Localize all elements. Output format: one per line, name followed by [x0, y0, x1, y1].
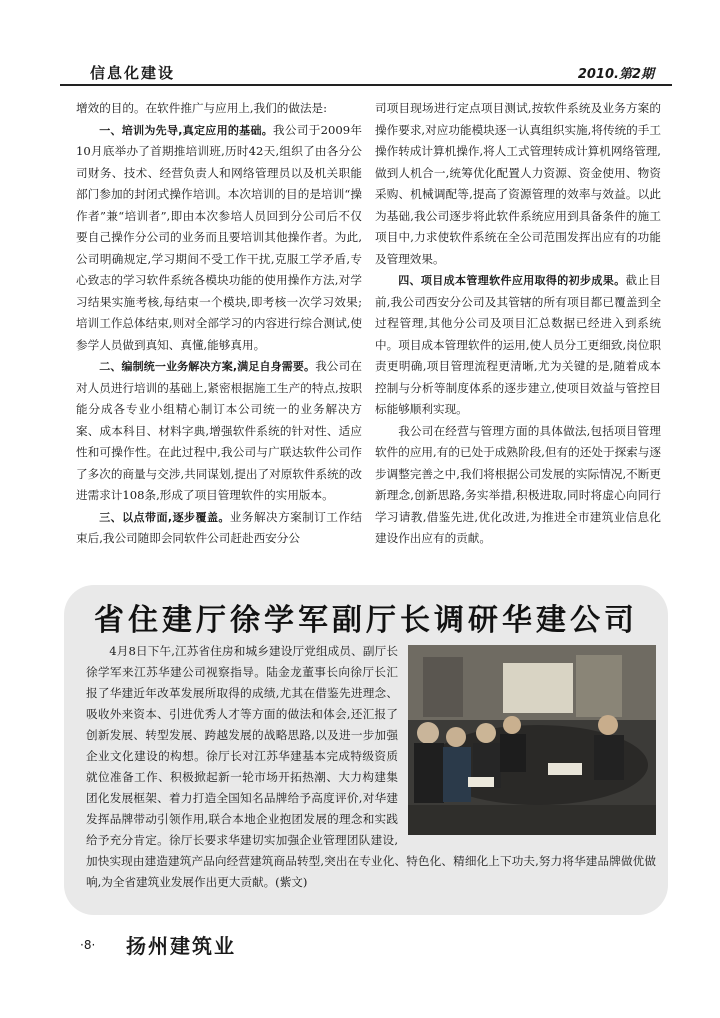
paragraph	[76, 507, 362, 550]
paragraph	[76, 98, 362, 120]
section-title: 信息化建设	[90, 64, 176, 82]
page-number: ·8·	[80, 938, 96, 952]
paragraph	[375, 421, 661, 550]
news-body-wrap	[86, 641, 656, 893]
news-title: 省住建厅徐学军副厅长调研华建公司	[94, 603, 638, 638]
magazine-logo: 扬州建筑业	[126, 934, 236, 958]
paragraph-heading: 四、项目成本管理软件应用取得的初步成果。	[398, 274, 626, 287]
paragraph-text: 业务解决方案制订工作结束后,我公司随即会同软件公司赶赴西安分公	[76, 509, 362, 545]
paragraph-text: 增效的目的。在软件推广与应用上,我们的做法是:	[76, 101, 328, 115]
paragraph-heading: 二、编制统一业务解决方案,满足自身需要。	[99, 360, 316, 373]
paragraph-text: 我公司在对人员进行培训的基础上,紧密根据施工生产的特点,按职能分成各专业小组精心制订本公司统一的业务解决方案、成本科目、材料字典,增强软件系统的针对性、适应性和可操作性。在此过程中,我公司与广联达软件公司作了多次的商量与交涉,共同谋划,提出了对原软件系统的改进需求计108条,形成了项目管理软件的实用版本。	[76, 359, 362, 502]
meeting-photo-illustration	[408, 645, 656, 835]
paragraph-heading: 三、以点带面,逐步覆盖。	[99, 510, 230, 524]
paragraph-text: 我公司于2009年10月底举办了首期推培训班,历时42天,组织了由各分公司财务、技术、经营负责人和网络管理员以及机关职能部门参加的封闭式操作培训。本次培训的目的是培训“操作者”兼“培训者”,即由本次参培人员回到分公司后不仅要自己操作分公司的业务而且要培训其他操作者。为此,公司明确规定,学习期间不受工作干扰,克服工学矛盾,专心致志的学习软件系统各模块功能的使用操作方法,对学习结果实施考核,每结束一个模块,即考核一次学习效果;培训工作总体结束,则对全部学习的内容进行综合测试,使参学人员做到真知、真懂,能够真用。	[76, 122, 362, 352]
news-photo	[408, 645, 656, 835]
header-divider	[60, 84, 672, 86]
paragraph-text: 司项目现场进行定点项目测试,按软件系统及业务方案的操作要求,对应功能模块逐一认真组织实施,将传统的手工操作转成计算机操作,将人工式管理转成计算机网络管理,做到人机合一,统筹优化配置人力资源、资金使用、物资采购、机械调配等,提高了资源管理的效率与效益。以此为基础,我公司逐步将此软件系统应用到具备条件的施工项目中,力求使软件系统在全公司范围发挥出应有的功能及管理效果。	[375, 101, 661, 266]
issue-number: 2010.第2期	[577, 67, 654, 82]
paragraph-text: 我公司在经营与管理方面的具体做法,包括项目管理软件的应用,有的已处于成熟阶段,但有的还处于探索与逐步调整完善之中,我们将根据公司发展的实际情况,不断更新理念,创新思路,务实举措,积极进取,同时将虚心向同行学习请教,借鉴先进,优化改进,为推进全市建筑业信息化建设作出应有的贡献。	[375, 423, 661, 545]
paragraph-heading: 一、培训为先导,真定应用的基础。	[99, 123, 274, 137]
paragraph	[375, 270, 661, 421]
paragraph	[375, 98, 661, 270]
article-left-column	[76, 98, 362, 550]
paragraph	[76, 120, 362, 357]
article-right-column	[375, 98, 661, 550]
paragraph	[76, 356, 362, 507]
paragraph-text: 截止目前,我公司西安分公司及其管辖的所有项目都已覆盖到全过程管理,其他分公司及项目汇总数据已经进入到系统中。项目成本管理软件的运用,使人员分工更细致,岗位职责更明确,项目管理流程更清晰,尤为关键的是,随着成本控制与分析等制度体系的逐步建立,使项目效益与管控目标能够顺利实现。	[375, 273, 661, 416]
news-box	[64, 585, 668, 915]
news-body: 4月8日下午,江苏省住房和城乡建设厅党组成员、副厅长徐学军来江苏华建公司视察指导。陆金龙董事长向徐厅长汇报了华建近年改革发展所取得的成绩,尤其在借鉴先进理念、吸收外来资本、引进优秀人才等方面的做法和体会,还汇报了创新发展、转型发展、跨越发展的战略思路,以及进一步加强企业文化建设的构想。徐厅长对江苏华建基本完成特级资质就位准备工作、积极掀起新一轮市场开拓热潮、大力构建集团化发展框架、着力打造全国知名品牌给予高度评价,对华建发挥品牌带动引领作用,联合本地企业抱团发展的理念和实践给予充分肯定。徐厅长要求华建切实加强企业管理团队建设,加快实现由建造建筑产品向经营建筑商品转型,突出在专业化、特色化、精细化上下功夫,努力将华建品牌做优做响,为全省建筑业发展作出更大贡献。(紫文)	[86, 644, 656, 889]
